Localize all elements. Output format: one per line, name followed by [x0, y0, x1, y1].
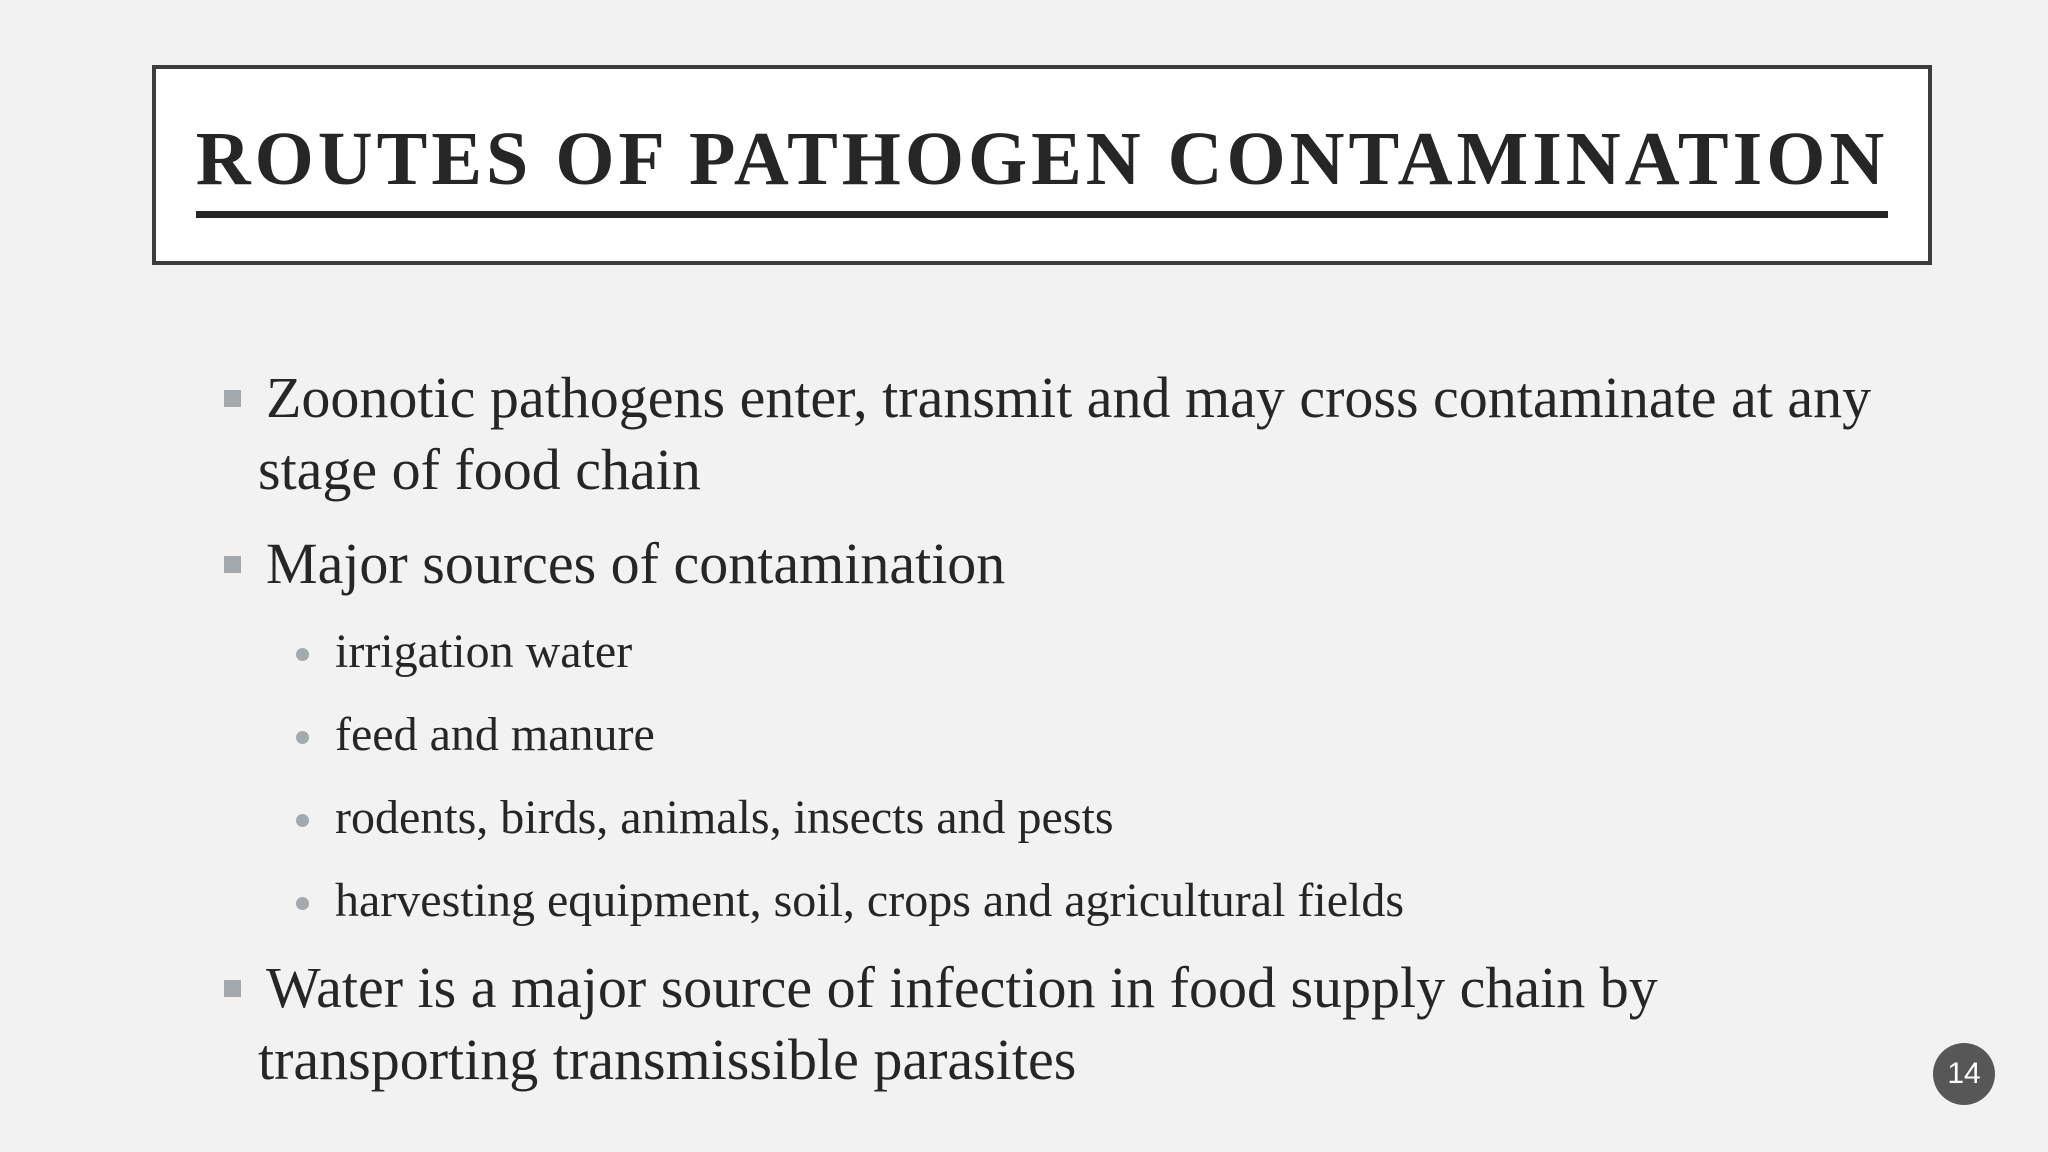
title-box [152, 65, 1932, 265]
slide-title: ROUTES OF PATHOGEN CONTAMINATION [196, 121, 1888, 218]
bullet-text: Major sources of contamination [266, 531, 1006, 596]
page-number-badge: 14 [1933, 1043, 1995, 1105]
dot-bullet-icon [296, 897, 309, 910]
square-bullet-icon [224, 980, 241, 997]
square-bullet-icon [224, 390, 241, 407]
square-bullet-icon [224, 556, 241, 573]
dot-bullet-icon [296, 814, 309, 827]
sub-bullet-text: irrigation water [335, 625, 633, 678]
sub-bullet-text: rodents, birds, animals, insects and pests [335, 791, 1114, 844]
dot-bullet-icon [296, 731, 309, 744]
bullet-text: Zoonotic pathogens enter, transmit and may cross contaminate at any stage of food chain [258, 365, 1872, 502]
sub-bullet-text: harvesting equipment, soil, crops and agricultural fields [335, 874, 1405, 927]
bullet-text: Water is a major source of infection in food supply chain by transporting transmissible parasites [258, 955, 1658, 1092]
dot-bullet-icon [296, 648, 309, 661]
sub-bullet-text: feed and manure [335, 708, 655, 761]
